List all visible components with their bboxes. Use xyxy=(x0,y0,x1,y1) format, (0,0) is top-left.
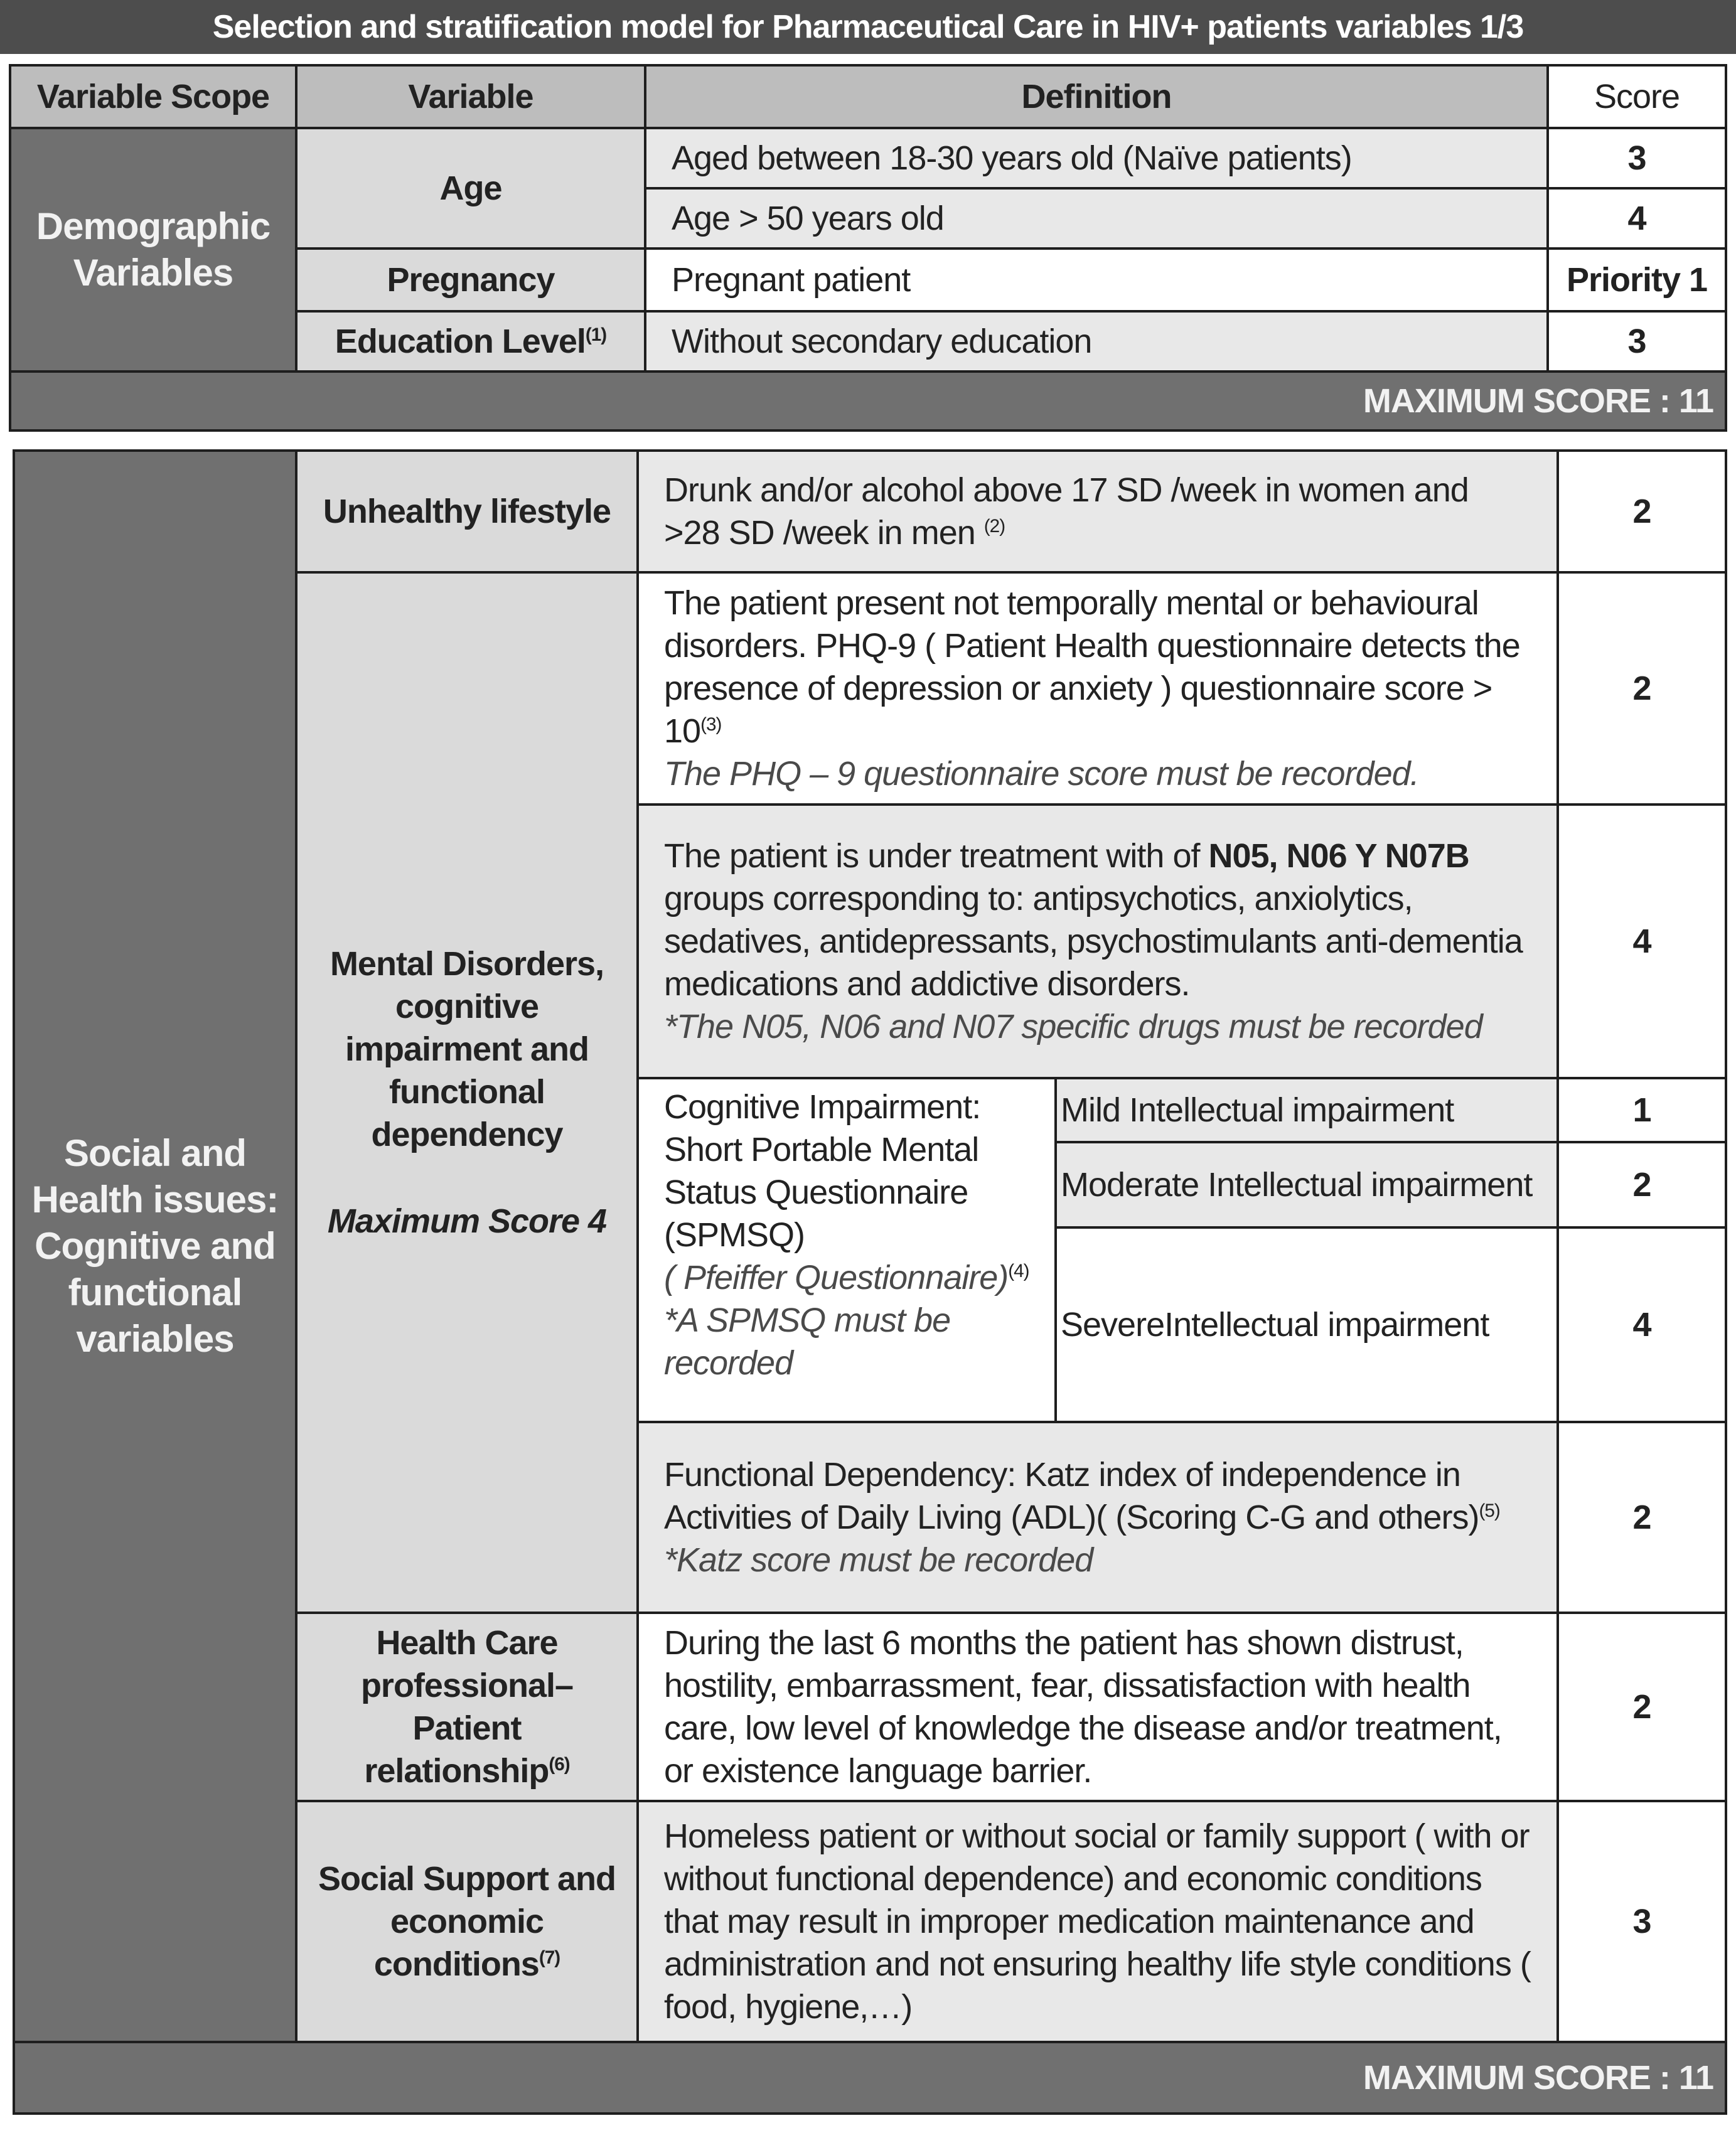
ref-phq: (3) xyxy=(700,714,722,735)
definition-education: Without secondary education xyxy=(645,311,1548,372)
definition-pregnancy: Pregnant patient xyxy=(645,249,1548,311)
atc-codes: N05, N06 Y N07B xyxy=(1208,837,1469,875)
table-title: Selection and stratification model for Pharmaceutical Care in HIV+ patients variables 1/3 xyxy=(0,0,1736,54)
score-cognitive-moderate: 2 xyxy=(1558,1142,1726,1227)
cognitive-level-severe: SevereIntellectual impairment xyxy=(1056,1227,1558,1422)
definition-functional: Functional Dependency: Katz index of independence in Activities of Daily Living (ADL)( (Scoring C-G and others)$^{(5)}$ *Katz score must be recorded xyxy=(638,1422,1558,1613)
definition-lifestyle: Drunk and/or alcohol above 17 SD /week in women and >28 SD /week in men $^{(2)}$ xyxy=(638,451,1558,572)
score-cognitive-mild: 1 xyxy=(1558,1078,1726,1142)
max-score-row xyxy=(10,372,1726,430)
max-score-social: MAXIMUM SCORE : 11 xyxy=(14,2042,1726,2114)
ref-relationship: (6) xyxy=(549,1754,570,1775)
header-row xyxy=(10,65,1726,128)
note-treatment: *The N05, N06 and N07 specific drugs must be recorded xyxy=(664,1008,1482,1045)
header-variable: Variable xyxy=(296,65,645,128)
demographic-table xyxy=(9,64,1727,432)
ref-support: (7) xyxy=(538,1947,560,1968)
pfeiffer-label: ( Pfeiffer Questionnaire) xyxy=(664,1259,1009,1296)
definition-cognitive: Cognitive Impairment: Short Portable Mental Status Questionnaire (SPMSQ) ( Pfeiffer Questionnaire)$^{(4)}$ *A SPMSQ must be recorded xyxy=(638,1078,1056,1422)
definition-age-1: Aged between 18-30 years old (Naïve patients) xyxy=(645,128,1548,188)
social-health-table xyxy=(13,449,1727,2115)
header-definition: Definition xyxy=(645,65,1548,128)
score-lifestyle: 2 xyxy=(1558,451,1726,572)
header-score: Score xyxy=(1548,65,1726,128)
variable-lifestyle: Unhealthy lifestyle xyxy=(296,451,638,572)
table-row xyxy=(14,451,1726,572)
variable-pregnancy: Pregnancy xyxy=(296,249,645,311)
max-score-mental: Maximum Score 4 xyxy=(327,1202,607,1240)
score-cognitive-severe: 4 xyxy=(1558,1227,1726,1422)
variable-support: Social Support and economic conditions$^{(7)}$ xyxy=(296,1801,638,2042)
score-age-2: 4 xyxy=(1548,188,1726,249)
score-phq: 2 xyxy=(1558,572,1726,805)
score-age-1: 3 xyxy=(1548,128,1726,188)
definition-phq: The patient present not temporally mental or behavioural disorders. PHQ-9 ( Patient Health questionnaire detects the presence of depression or anxiety ) questionnaire score > $10^{(3)}$ The PHQ – 9 questionnaire score must be recorded. xyxy=(638,572,1558,805)
scope-social-health: Social and Health issues: Cognitive and functional variables xyxy=(14,451,296,2042)
ref-education: (1) xyxy=(585,324,607,345)
header-scope: Variable Scope xyxy=(10,65,296,128)
variable-education: Education Level$^{(1)}$ xyxy=(296,311,645,372)
score-pregnancy: Priority 1 xyxy=(1548,249,1726,311)
definition-support: Homeless patient or without social or family support ( with or without functional dependence) and economic conditions that may result in improper medication maintenance and administration and not ensuring healthy life style conditions ( food, hygiene,…) xyxy=(638,1801,1558,2042)
score-functional: 2 xyxy=(1558,1422,1726,1613)
cognitive-level-moderate: Moderate Intellectual impairment xyxy=(1056,1142,1558,1227)
variable-relationship: Health Care professional–Patient relationship$^{(6)}$ xyxy=(296,1613,638,1801)
definition-relationship: During the last 6 months the patient has shown distrust, hostility, embarrassment, fear, dissatisfaction with health care, low level of knowledge the disease and/or treatment, or existence language barrier. xyxy=(638,1613,1558,1801)
table-row xyxy=(10,128,1726,188)
scope-demographic: Demographic Variables xyxy=(10,128,296,372)
note-phq: The PHQ – 9 questionnaire score must be recorded. xyxy=(664,755,1419,793)
max-score-demographic: MAXIMUM SCORE : 11 xyxy=(10,372,1726,430)
note-functional: *Katz score must be recorded xyxy=(664,1541,1093,1579)
variable-age: Age xyxy=(296,128,645,249)
ref-lifestyle: (2) xyxy=(983,516,1005,537)
variable-mental: Mental Disorders, cognitive impairment and functional dependency Maximum Score 4 xyxy=(296,572,638,1613)
definition-treatment: The patient is under treatment with of N05, N06 Y N07B groups corresponding to: antipsychotics, anxiolytics, sedatives, antidepressants, psychostimulants anti-dementia medications and addictive disorders. *The N05, N06 and N07 specific drugs must be recorded xyxy=(638,805,1558,1078)
score-education: 3 xyxy=(1548,311,1726,372)
definition-age-2: Age > 50 years old xyxy=(645,188,1548,249)
ref-functional: (5) xyxy=(1479,1500,1500,1521)
score-treatment: 4 xyxy=(1558,805,1726,1078)
ref-cognitive: (4) xyxy=(1008,1261,1029,1281)
note-cognitive: *A SPMSQ must be recorded xyxy=(664,1302,951,1382)
score-relationship: 2 xyxy=(1558,1613,1726,1801)
score-support: 3 xyxy=(1558,1801,1726,2042)
cognitive-level-mild: Mild Intellectual impairment xyxy=(1056,1078,1558,1142)
max-score-row xyxy=(14,2042,1726,2114)
